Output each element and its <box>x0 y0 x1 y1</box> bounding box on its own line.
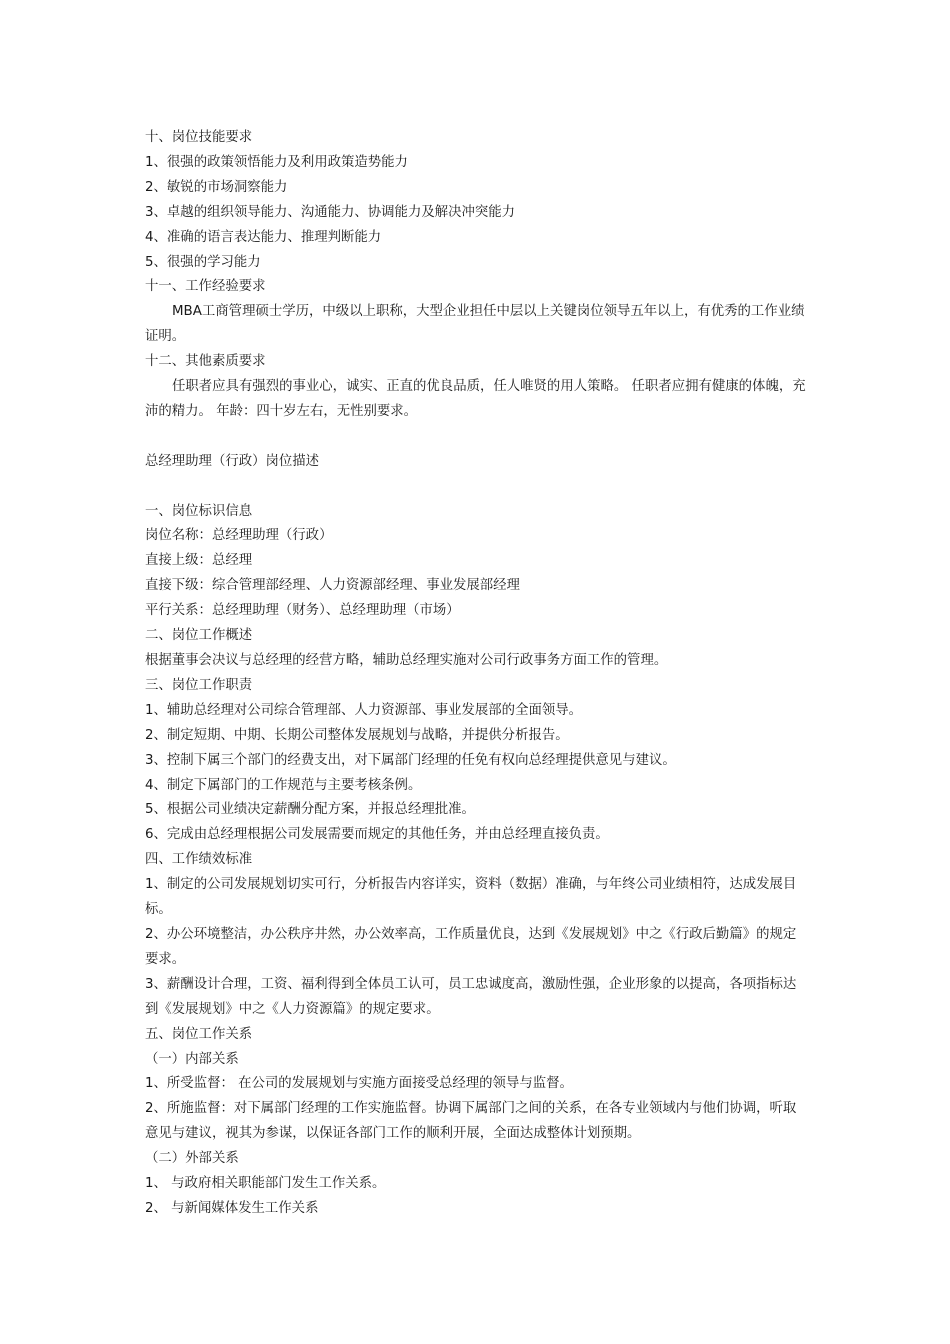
info-line: 直接下级：综合管理部经理、人力资源部经理、事业发展部经理 <box>145 578 520 594</box>
list-item: 2、敏锐的市场洞察能力 <box>145 179 288 195</box>
list-item: 1、辅助总经理对公司综合管理部、人力资源部、事业发展部的全面领导。 <box>145 702 583 718</box>
list-item: 5、根据公司业绩决定薪酬分配方案，并报总经理批准。 <box>145 802 475 818</box>
list-item: 2、 与新闻媒体发生工作关系 <box>145 1200 319 1216</box>
subsection-heading: （一）内部关系 <box>145 1051 239 1067</box>
info-line: 直接上级：总经理 <box>145 553 253 569</box>
list-item: 1、很强的政策领悟能力及利用政策造势能力 <box>145 154 408 170</box>
list-item: 6、完成由总经理根据公司发展需要而规定的其他任务，并由总经理直接负责。 <box>145 827 609 843</box>
section-heading: 一、岗位标识信息 <box>145 503 253 519</box>
spacer <box>145 425 807 450</box>
list-item: 3、控制下属三个部门的经费支出，对下属部门经理的任免有权向总经理提供意见与建议。 <box>145 752 676 768</box>
list-item: 1、制定的公司发展规划切实可行，分析报告内容详实，资料（数据）准确，与年终公司业绩相符，达成发展目标。 <box>145 877 797 918</box>
list-item: 3、薪酬设计合理，工资、福利得到全体员工认可，员工忠诚度高，激励性强，企业形象的以提高，各项指标达到《发展规划》中之《人力资源篇》的规定要求。 <box>145 976 797 1017</box>
spacer <box>145 475 807 500</box>
section-heading: 十一、工作经验要求 <box>145 279 266 295</box>
list-item: 4、制定下属部门的工作规范与主要考核条例。 <box>145 777 422 793</box>
paragraph: 任职者应具有强烈的事业心，诚实、正直的优良品质，任人唯贤的用人策略。 任职者应拥有健康的体魄，充沛的精力。 年龄：四十岁左右，无性别要求。 <box>145 379 806 419</box>
section-heading: 十、岗位技能要求 <box>145 130 253 145</box>
info-line: 平行关系：总经理助理（财务）、总经理助理（市场） <box>145 603 460 619</box>
subsection-heading: （二）外部关系 <box>145 1151 239 1167</box>
document-body <box>145 126 807 1222</box>
paragraph: 根据董事会决议与总经理的经营方略，辅助总经理实施对公司行政事务方面工作的管理。 <box>145 653 668 668</box>
document-title: 总经理助理（行政）岗位描述 <box>145 453 320 469</box>
list-item: 5、很强的学习能力 <box>145 254 261 270</box>
list-item: 2、办公环境整洁，办公秩序井然，办公效率高，工作质量优良，达到《发展规划》中之《行政后勤篇》的规定要求。 <box>145 926 797 967</box>
list-item: 1、所受监督： 在公司的发展规划与实施方面接受总经理的领导与监督。 <box>145 1076 573 1092</box>
paragraph: MBA工商管理硕士学历，中级以上职称，大型企业担任中层以上关键岗位领导五年以上，有优秀的工作业绩证明。 <box>145 304 805 345</box>
section-heading: 五、岗位工作关系 <box>145 1026 253 1042</box>
section-heading: 二、岗位工作概述 <box>145 628 253 644</box>
section-heading: 三、岗位工作职责 <box>145 677 253 693</box>
list-item: 4、准确的语言表达能力、推理判断能力 <box>145 229 382 245</box>
section-heading: 十二、其他素质要求 <box>145 354 266 370</box>
list-item: 2、制定短期、中期、长期公司整体发展规划与战略，并提供分析报告。 <box>145 727 569 743</box>
info-line: 岗位名称：总经理助理（行政） <box>145 528 333 544</box>
list-item: 2、所施监督：对下属部门经理的工作实施监督。协调下属部门之间的关系，在各专业领域内与他们协调，听取意见与建议，视其为参谋，以保证各部门工作的顺利开展，全面达成整体计划预期。 <box>145 1101 797 1142</box>
list-item: 3、卓越的组织领导能力、沟通能力、协调能力及解决冲突能力 <box>145 204 516 220</box>
list-item: 1、 与政府相关职能部门发生工作关系。 <box>145 1176 386 1192</box>
section-heading: 四、工作绩效标准 <box>145 852 253 868</box>
